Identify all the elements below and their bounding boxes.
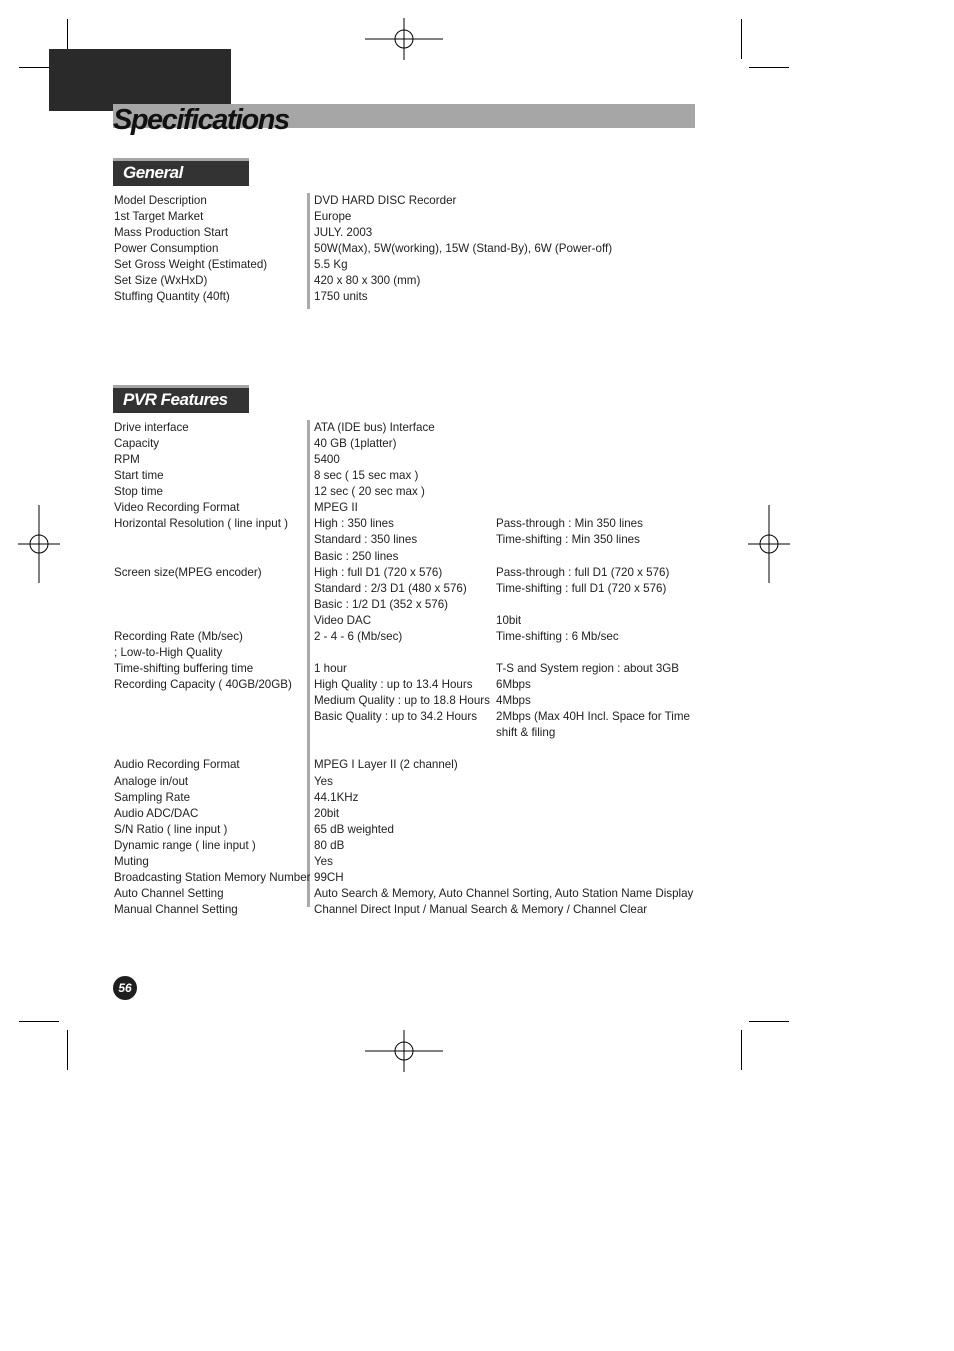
spec-label: Analoge in/out [114,774,189,788]
spec-label: Model Description [114,194,207,207]
spec-extra: 10bit [496,613,522,627]
spec-label: Stop time [114,485,163,499]
registration-mark-right-icon [748,505,790,583]
spec-label: Manual Channel Setting [114,903,238,917]
spec-extra: Pass-through : Min 350 lines [496,517,643,531]
spec-label: Recording Capacity ( 40GB/20GB) [114,678,292,692]
spec-label: Power Consumption [114,242,219,255]
spec-value: Europe [314,210,352,223]
spec-value: 12 sec ( 20 sec max ) [314,485,425,499]
spec-value: Basic Quality : up to 34.2 Hours [314,710,478,724]
spec-label: RPM [114,453,140,467]
spec-value: DVD HARD DISC Recorder [314,194,457,207]
spec-value: 40 GB (1platter) [314,437,397,451]
spec-label: Stuffing Quantity (40ft) [114,290,230,303]
spec-extra: 6Mbps [496,678,531,692]
spec-value: 65 dB weighted [314,822,394,836]
spec-value: Standard : 2/3 D1 (480 x 576) [314,581,467,595]
spec-label: Audio ADC/DAC [114,806,199,820]
spec-value: 420 x 80 x 300 (mm) [314,274,421,287]
spec-label: Sampling Rate [114,790,191,804]
spec-extra: Time-shifting : 6 Mb/sec [496,629,619,643]
spec-label: Set Gross Weight (Estimated) [114,258,268,271]
spec-label: Drive interface [114,421,189,434]
spec-extra: 4Mbps [496,694,531,708]
spec-label: Muting [114,854,149,868]
registration-mark-top-icon [365,18,443,60]
spec-label: Dynamic range ( line input ) [114,838,256,852]
spec-label: 1st Target Market [114,210,204,223]
spec-value: 44.1KHz [314,790,359,804]
pvr-heading-text: PVR Features [123,390,228,409]
spec-label: Screen size(MPEG encoder) [114,565,262,579]
spec-extra: Time-shifting : full D1 (720 x 576) [496,581,667,595]
general-section-heading [113,158,249,186]
page-title: Specifications [113,104,289,136]
spec-value: JULY. 2003 [314,226,373,239]
spec-value: Basic : 250 lines [314,549,399,563]
spec-value: 80 dB [314,838,345,852]
spec-label: Auto Channel Setting [114,887,224,901]
spec-value: Channel Direct Input / Manual Search & Memory / Channel Clear [314,903,648,917]
spec-value: Basic : 1/2 D1 (352 x 576) [314,597,449,611]
spec-label: S/N Ratio ( line input ) [114,822,228,836]
spec-value: 5400 [314,453,340,467]
spec-label: Audio Recording Format [114,758,240,772]
spec-value: 20bit [314,806,340,820]
spec-value: 5.5 Kg [314,258,348,271]
spec-value: High : 350 lines [314,517,394,531]
spec-value: Yes [314,774,333,788]
general-heading-text: General [123,163,183,182]
spec-label: Video Recording Format [114,501,240,515]
spec-value: ATA (IDE bus) Interface [314,421,435,434]
spec-extra: Time-shifting : Min 350 lines [496,533,640,547]
spec-label: Recording Rate (Mb/sec) [114,629,243,643]
spec-label: Time-shifting buffering time [114,662,254,676]
spec-value: High : full D1 (720 x 576) [314,565,443,579]
spec-label: Broadcasting Station Memory Number [114,870,311,884]
page-number-badge: 56 [113,976,137,1000]
spec-value: Video DAC [314,613,372,627]
pvr-divider [307,420,310,907]
general-divider [307,193,310,309]
spec-extra: T-S and System region : about 3GB [496,662,680,676]
spec-extra: 2Mbps (Max 40H Incl. Space for Time [496,710,690,724]
spec-label: Horizontal Resolution ( line input ) [114,517,288,531]
spec-value: 99CH [314,870,344,884]
spec-value: Standard : 350 lines [314,533,418,547]
pvr-section-heading [113,385,249,413]
spec-value: MPEG II [314,501,358,515]
spec-value: 50W(Max), 5W(working), 15W (Stand-By), 6W (Power-off) [314,242,613,255]
spec-value: High Quality : up to 13.4 Hours [314,678,473,692]
spec-extra: shift & filing [496,726,556,740]
spec-value: 1750 units [314,290,368,303]
spec-label: Start time [114,469,164,483]
spec-label: Mass Production Start [114,226,229,239]
spec-value: MPEG I Layer II (2 channel) [314,758,458,772]
registration-mark-left-icon [18,505,60,583]
spec-label: Capacity [114,437,160,451]
spec-value: 8 sec ( 15 sec max ) [314,469,419,483]
spec-value: Auto Search & Memory, Auto Channel Sorting, Auto Station Name Display [314,887,694,901]
spec-value: 2 - 4 - 6 (Mb/sec) [314,629,403,643]
spec-label: ; Low-to-High Quality [114,645,223,659]
spec-value: Yes [314,854,333,868]
spec-value: 1 hour [314,662,347,676]
registration-mark-bottom-icon [365,1030,443,1072]
spec-extra: Pass-through : full D1 (720 x 576) [496,565,670,579]
spec-value: Medium Quality : up to 18.8 Hours [314,694,490,708]
spec-label: Set Size (WxHxD) [114,274,208,287]
